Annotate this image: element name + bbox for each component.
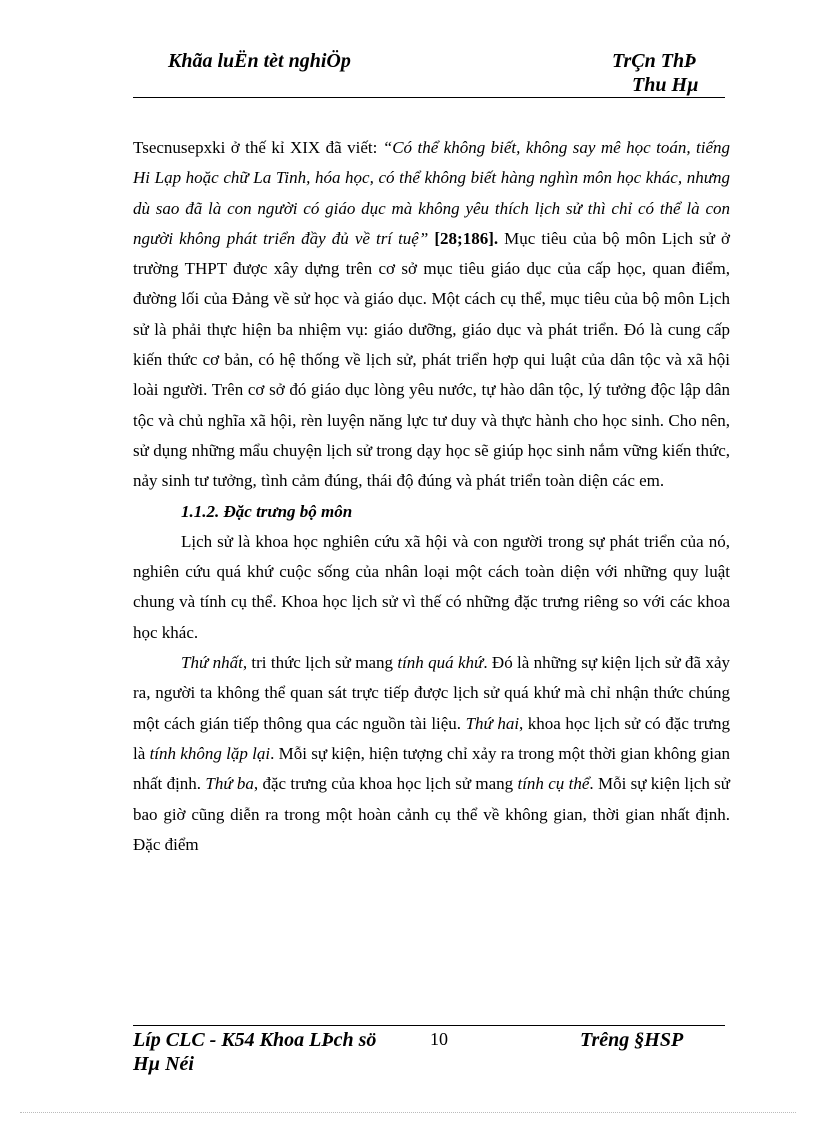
- p3-term-1: Thứ nhất: [181, 653, 243, 673]
- page-bottom-dotted-line: [20, 1112, 796, 1113]
- p1-rest: Mục tiêu của bộ môn Lịch sử ở trường THPT được xây dựng trên cơ sở mục tiêu giáo dục của cấp học, quan điểm, đường lối của Đảng về sử học và giáo dục. Một cách cụ thể, mục tiêu của bộ môn Lịch sử là phải thực hiện ba nhiệm vụ: giáo dưỡng, giáo dục và phát triển. Đó là cung cấp kiến thức cơ bản, có hệ thống về lịch sử, phát triển hợp qui luật của dân tộc và xã hội loài người. Trên cơ sở đó giáo dục lòng yêu nước, tự hào dân tộc, lý tưởng độc lập dân tộc và chủ nghĩa xã hội, rèn luyện năng lực tư duy và thực hành cho học sinh. Cho nên, sử dụng những mẩu chuyện lịch sử trong dạy học sẽ giúp học sinh nắm vững kiến thức, nảy sinh tư tưởng, tình cảm đúng, thái độ đúng và phát triển toàn diện các em.: [133, 228, 730, 491]
- section-subheading: 1.1.2. Đặc trưng bộ môn: [181, 501, 353, 521]
- p3-term-5: Thứ ba: [205, 774, 254, 794]
- p3-text-6: . Mỗi sự kiện lịch sử bao giờ cũng diễn ra trong một hoàn cảnh cụ thể về không gian, thời gian nhất định. Đặc điểm: [133, 774, 730, 854]
- page-body: [133, 133, 730, 860]
- paragraph-3: [133, 648, 730, 860]
- p1-citation: [28;186].: [428, 228, 499, 248]
- paragraph-1: [133, 133, 730, 497]
- header-rule: [133, 97, 725, 98]
- footer-school: Trêng §HSP: [580, 1029, 684, 1051]
- footer-rule: [133, 1025, 725, 1026]
- p3-term-4: tính không lặp lại: [149, 743, 271, 763]
- p3-text-5: , đặc trưng của khoa học lịch sử mang: [253, 774, 518, 794]
- p3-term-2: tính quá khứ: [397, 653, 484, 673]
- header-author-line1: TrÇn ThÞ: [612, 50, 697, 72]
- footer-class-line2: Hµ Néi: [133, 1053, 194, 1075]
- p1-lead: Tsecnusepxki ở thế kỉ XIX đã viết:: [133, 138, 383, 157]
- p3-text-3: , khoa học lịch sử có đặc trưng là: [133, 713, 731, 763]
- p3-text-1: , tri thức lịch sử mang: [242, 653, 398, 673]
- header-thesis-title: Khãa luËn tèt nghiÖp: [168, 50, 351, 72]
- page-number: 10: [430, 1029, 448, 1049]
- p3-text-2: . Đó là những sự kiện lịch sử đã xảy ra, người ta không thể quan sát trực tiếp được lịch sử quá khứ mà chỉ nhận thức chúng một cách gián tiếp thông qua các nguồn tài liệu.: [133, 653, 731, 733]
- p3-term-6: tính cụ thể: [517, 774, 590, 794]
- p3-text-4: . Mỗi sự kiện, hiện tượng chỉ xảy ra trong một thời gian không gian nhất định.: [133, 743, 730, 794]
- p3-term-3: Thứ hai: [465, 713, 520, 733]
- header-author-line2: Thu Hµ: [632, 74, 699, 96]
- p1-quote: “Có thể không biết, không say mê học toán, tiếng Hi Lạp hoặc chữ La Tinh, hóa học, có thể không biết hàng nghìn môn học khác, nhưng dù sao đã là con người có giáo dục mà không yêu thích lịch sử thì chỉ có thể là con người không phát triển đầy đủ về trí tuệ”: [133, 138, 730, 248]
- paragraph-2: Lịch sử là khoa học nghiên cứu xã hội và con người trong sự phát triển của nó, nghiên cứu quá khứ cuộc sống của nhân loại một cách toàn diện với những quy luật chung và tính cụ thể. Khoa học lịch sử vì thế có những đặc trưng riêng so với các khoa học khác.: [133, 531, 730, 642]
- footer-class-line1: Líp CLC - K54 Khoa LÞch sö: [133, 1029, 377, 1051]
